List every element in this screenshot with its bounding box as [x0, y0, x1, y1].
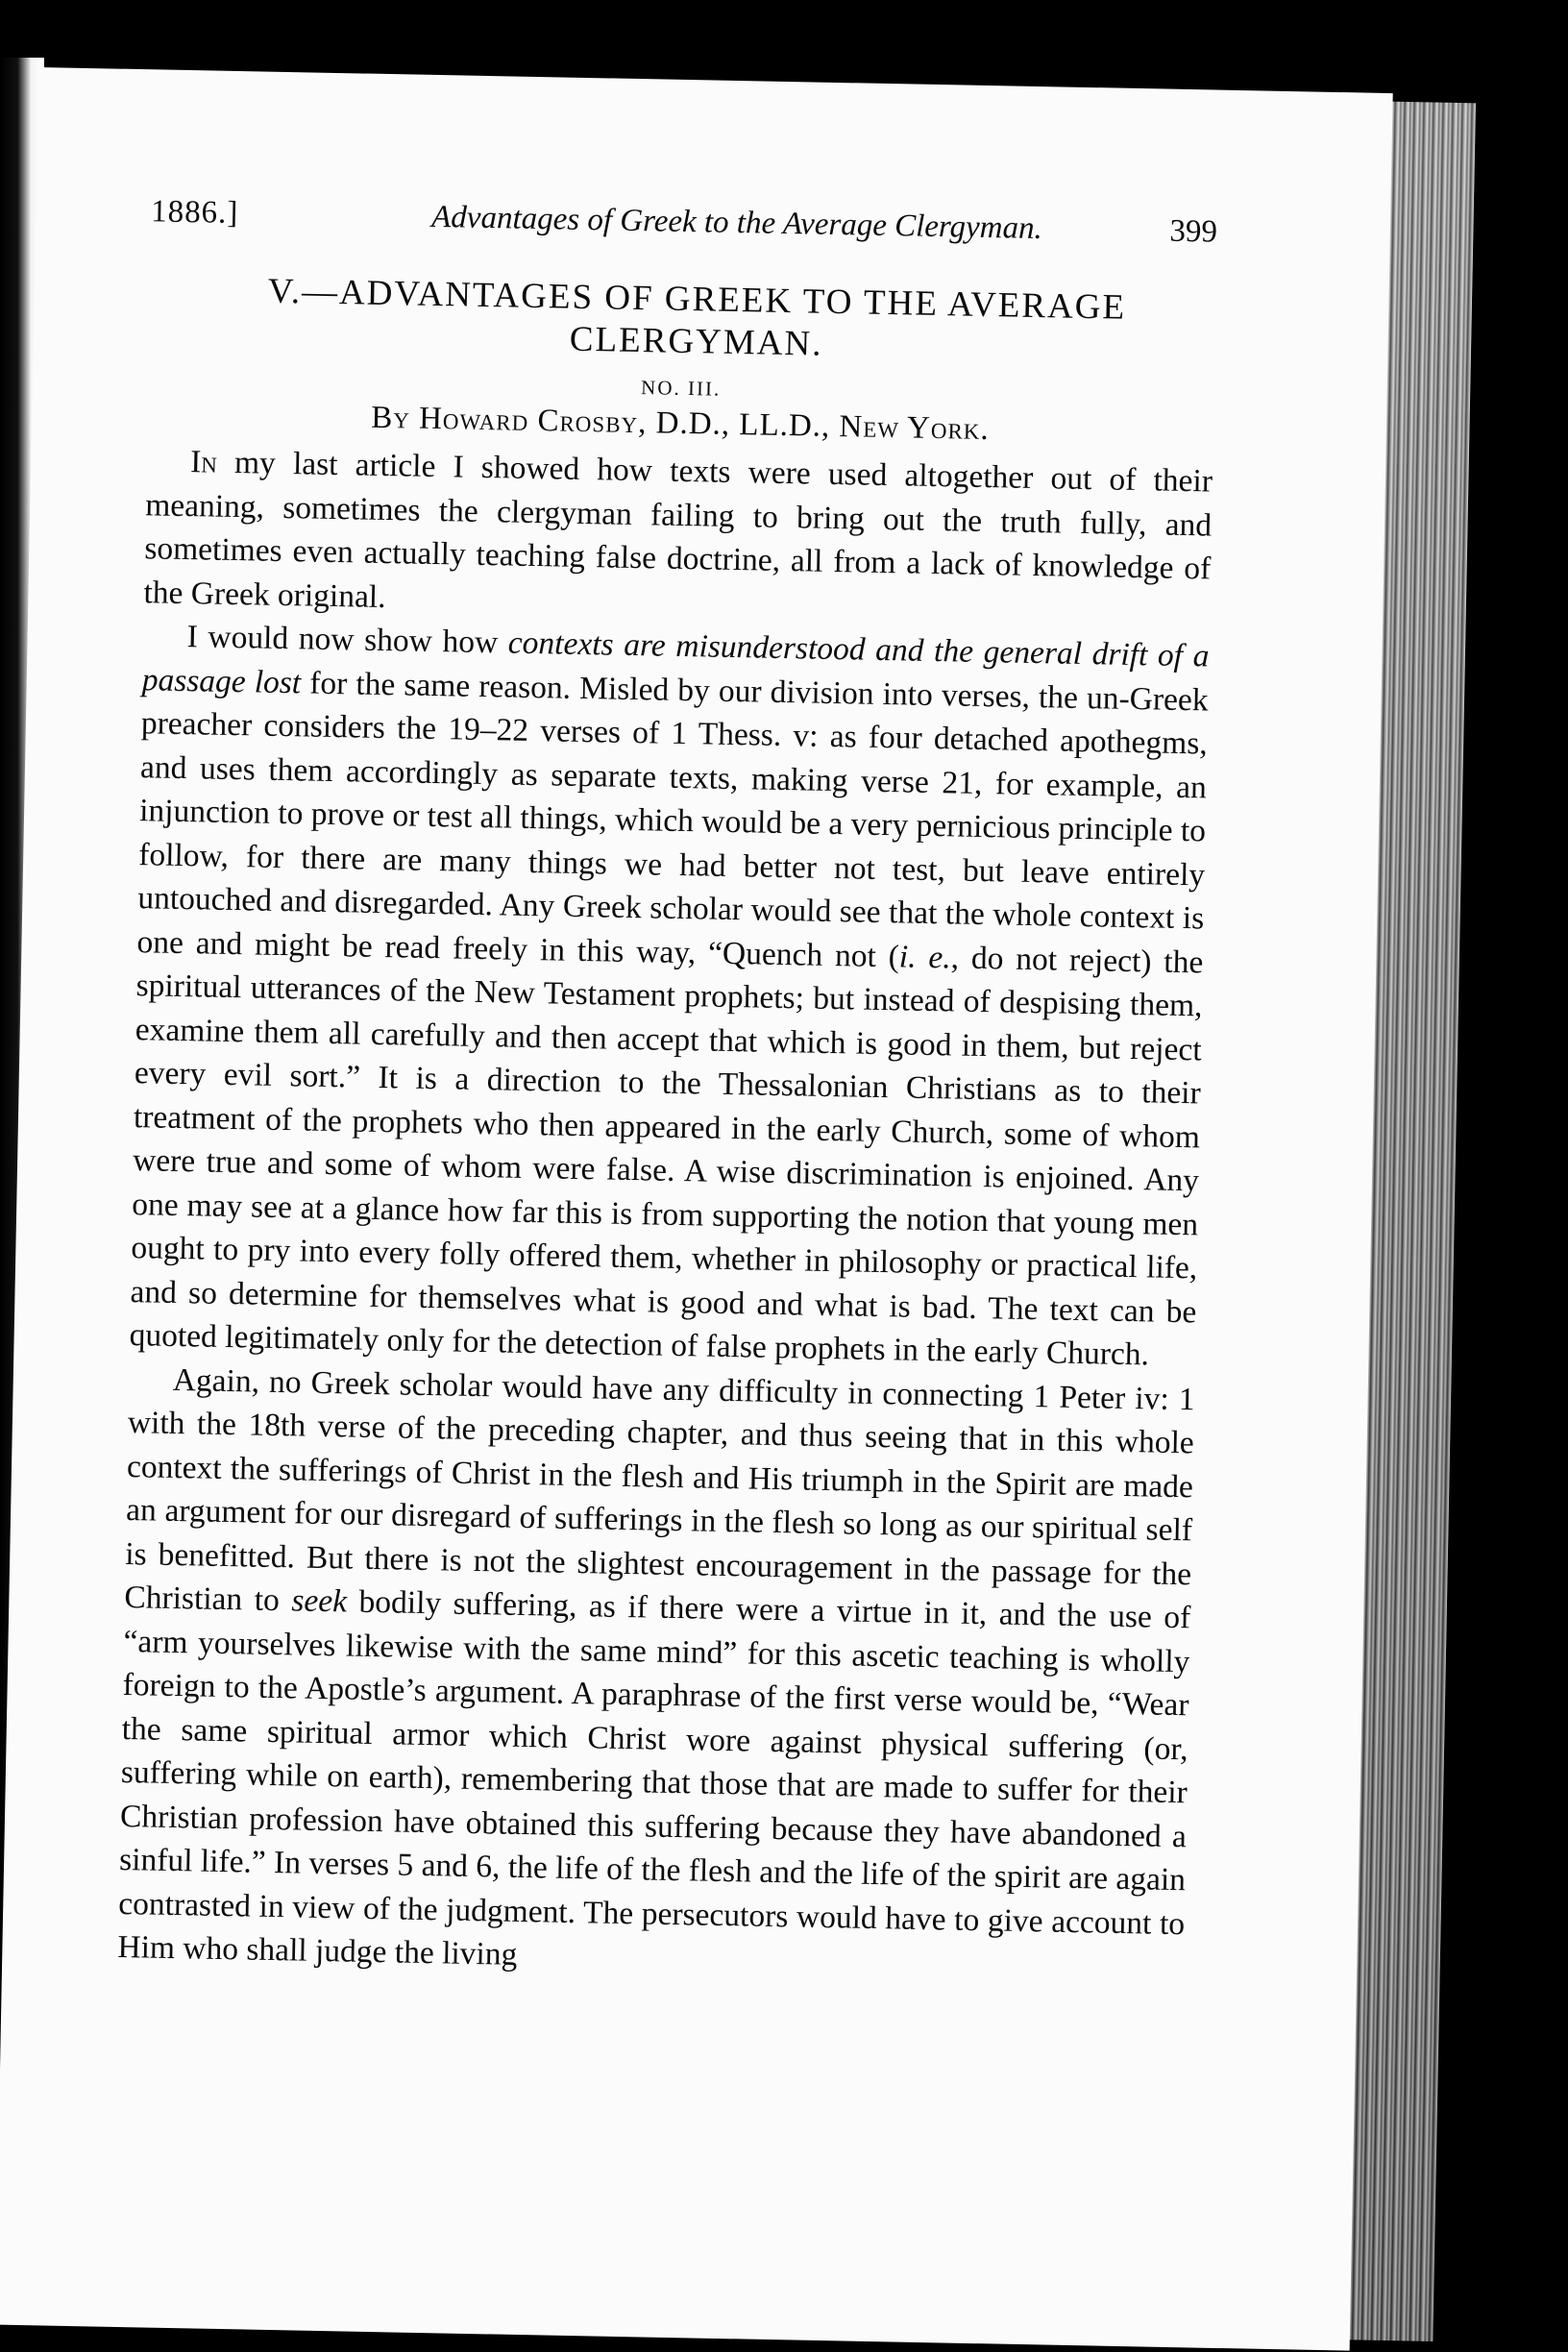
running-title: Advantages of Greek to the Average Clergyman. — [430, 199, 1043, 247]
paragraph-1-text: my last article I showed how texts were used altogether out of their meaning, sometimes the clergyman failing to bring out the truth fully, and sometimes even actually teaching false doctrine, all from a lack of knowledge of the Greek original. — [143, 444, 1213, 615]
paragraph-2-emphasis: contexts are misunderstood and the general drift of a passage lost — [141, 625, 1210, 700]
paragraph-1 — [143, 439, 1213, 634]
paragraph-2 — [129, 614, 1210, 1378]
paragraph-2-lead: I would now show how — [186, 619, 509, 661]
page-number: 399 — [1169, 213, 1218, 250]
author-byline: By Howard Crosby, D.D., LL.D., New York. — [370, 400, 991, 448]
page-content — [117, 194, 1217, 1989]
paragraph-3-tail: bodily suffering, as if there were a virtue in it, and the use of “arm yourselves likewise with the same mind” for this ascetic teaching is wholly foreign to the Apostle’s argument. A paraphrase of the first verse would be, “Wear the same spiritual armor which Christ wore against physical suffering (or, suffering while on earth), remembering that those that are made to suffer for their Christian profession have obtained this suffering because they have abandoned a sinful life.” In verses 5 and 6, the life of the flesh and the life of the spirit are again contrasted in view of the judgment. The persecutors would have to give account to Him who shall judge the living — [117, 1583, 1191, 1972]
paragraph-3-lead: Again, no Greek scholar would have any difficulty in connecting 1 Peter iv: 1 with the 18th verse of the preceding chapter, and thus seeing that in this whole context the sufferings of Christ in the flesh and His triumph in the Spirit are made an argument for our disregard of sufferings in the flesh so long as our spiritual self is benefitted. But there is not the slightest encouragement in the passage for the Christian to — [124, 1361, 1195, 1619]
header-year: 1886.] — [150, 194, 239, 232]
issue-number: NO. III. — [640, 376, 722, 401]
paragraph-2-ie: i. e. — [898, 938, 952, 975]
paragraph-3 — [117, 1358, 1195, 1990]
running-header — [151, 194, 1218, 250]
book-page — [0, 67, 1393, 2351]
article-title: V.—ADVANTAGES OF GREEK TO THE AVERAGE CLERGYMAN. — [267, 271, 1127, 364]
paragraph-2-tail: , do not reject) the spiritual utterances of the New Testament prophets; but instead of despising them, examine them all carefully and then accept that which is good in them, but reject every evil sort.” It is a direction to the Thessalonian Christians as to their treatment of the prophets who then appeared in the early Church, some of whom were true and some of whom were false. A wise discrimination is enjoined. Any one may see at a glance how far this is from supporting the notion that young men ought to pry into every folly offered them, whether in philosophy or practical life, and so determine for themselves what is good and what is bad. The text can be quoted legitimately only for the detection of false prophets in the early Church. — [129, 939, 1204, 1373]
dropcap-word: In — [189, 444, 218, 480]
paragraph-3-emphasis: seek — [291, 1582, 348, 1620]
paragraph-2-mid: for the same reason. Misled by our division into verses, the un-Greek preacher considers the 19–22 verses of 1 Thess. v: as four detached apothegms, and uses them accordingly as separate texts, making verse 21, for example, an injunction to prove or test all things, which would be a very pernicious principle to follow, for there are many things we had better not test, but leave entirely untouched and disregarded. Any Greek scholar would see that the whole context is one and might be read freely in this way, “Quench not ( — [136, 664, 1209, 974]
